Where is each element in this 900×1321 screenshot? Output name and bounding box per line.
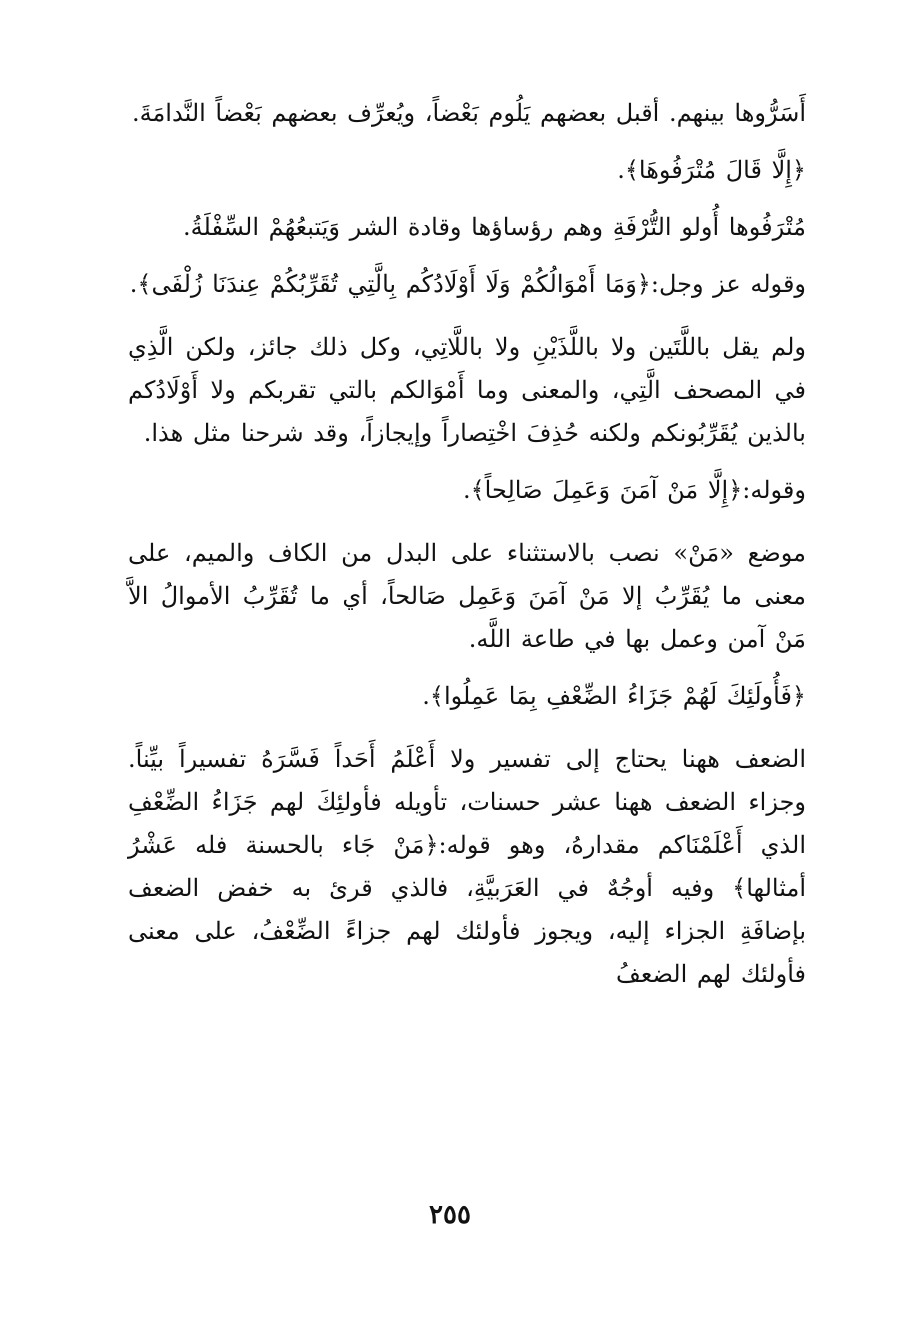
quran-verse-3: ﴿فَأُولَئِكَ لَهُمْ جَزَاءُ الضِّعْفِ بِمَا عَمِلُوا﴾. [422, 682, 806, 710]
paragraph-3: وقوله عز وجل:﴿وَمَا أَمْوَالُكُمْ وَلَا أَوْلَادُكُم بِالَّتِي تُقَرِّبُكُمْ عِندَنَا زُلْفَى﴾. [129, 270, 806, 298]
paragraph-6: الضعف ههنا يحتاج إلى تفسير ولا أَعْلَمُ أَحَداً فَسَّرَهُ تفسيراً بيِّناً. وجزاء الضعف ههنا عشر حسنات، تأويله فأولئِكَ لهم جَزَاءُ الضِّعْفِ الذي أَعْلَمْنَاكم مقدارهُ، وهو قوله:﴿مَنْ جَاء بالحسنة فله عَشْرُ أمثالها﴾ وفيه أوجُهٌ في العَرَبيَّةِ، فالذي قرئ به خفض الضعف بإضافَةِ الجزاء إليه، ويجوز فأولئك لهم جزاءً الضِّعْفُ، على معنى فأولئك لهم الضعفُ [128, 745, 806, 988]
quran-verse-1: ﴿إِلَّا قَالَ مُتْرَفُوهَا﴾. [617, 156, 806, 184]
paragraph-5: موضع «مَنْ» نصب بالاستثناء على البدل من الكاف والميم، على معنى ما يُقَرِّبُ إلا مَنْ آمَنَ وَعَمِل صَالحاً، أي ما تُقَرِّبُ الأموالُ الاَّ مَنْ آمن وعمل بها في طاعة اللَّه. [128, 539, 806, 653]
quran-verse-2: وقوله:﴿إِلَّا مَنْ آمَنَ وَعَمِلَ صَالِحاً﴾. [462, 476, 806, 504]
page-number: ٢٥٥ [429, 1200, 471, 1230]
paragraph-1: أَسَرُّوها بينهم. أقبل بعضهم يَلُوم بَعْضاً، ويُعرِّف بعضهم بَعْضاً النَّدامَةَ. [131, 99, 806, 127]
paragraph-4: ولم يقل باللَّتَين ولا باللَّذَيْنِ ولا باللَّاتِي، وكل ذلك جائز، ولكن الَّذِي في المصحف الَّتِي، والمعنى وما أَمْوَالكم بالتي تقربكم ولا أَوْلَادُكم بالذين يُقَرِّبُونكم ولكنه حُذِفَ اخْتِصاراً وإيجازاً، وقد شرحنا مثل هذا. [128, 333, 806, 447]
paragraph-2: مُتْرَفُوها أُولو التُّرْفَةِ وهم رؤساؤها وقادة الشر وَيَتبعُهُمْ السِّفْلَةُ. [183, 213, 806, 241]
page-body [128, 92, 806, 996]
